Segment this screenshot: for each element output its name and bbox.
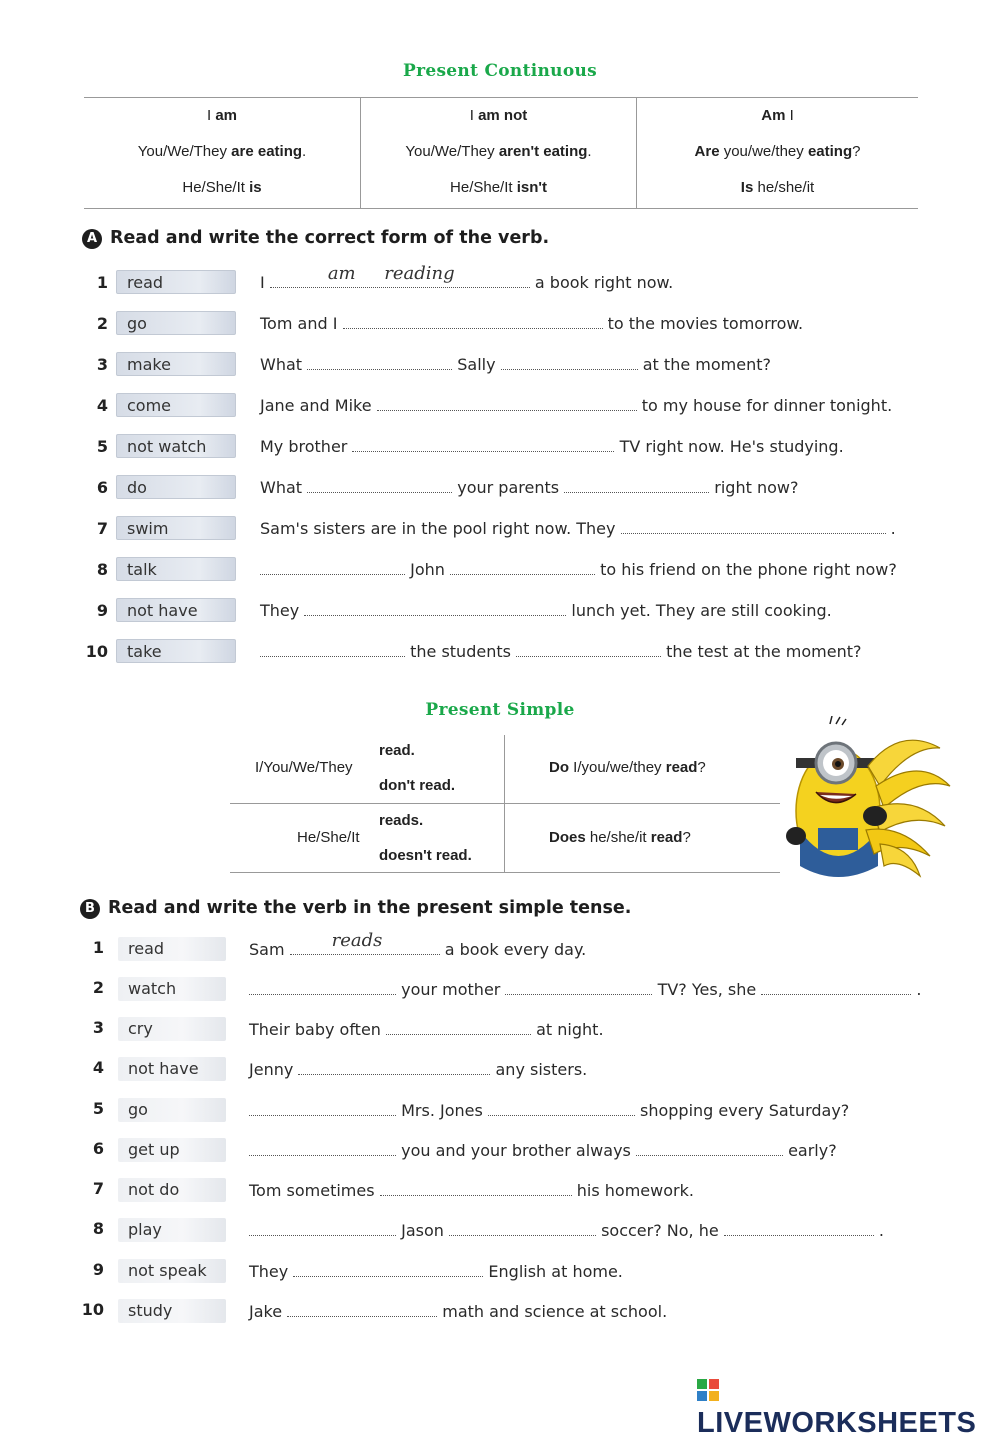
verb-prompt: read	[118, 937, 226, 961]
sentence: What Sally at the moment?	[260, 352, 771, 377]
item-number: 5	[92, 1099, 104, 1118]
sentence: They English at home.	[249, 1259, 623, 1284]
item-number: 10	[85, 642, 108, 661]
sentence: Tom and I to the movies tomorrow.	[260, 311, 803, 336]
exercise-a-row	[0, 639, 1000, 669]
item-number: 1	[92, 938, 104, 957]
item-number: 4	[92, 1058, 104, 1077]
answer-blank[interactable]	[501, 352, 638, 370]
sentence: your mother TV? Yes, she .	[249, 977, 921, 1002]
answer-blank[interactable]	[249, 1218, 396, 1236]
liveworksheets-logo: LIVEWORKSHEETS	[697, 1374, 1000, 1440]
exercise-b-row	[0, 1098, 1000, 1128]
verb-prompt: study	[118, 1299, 226, 1323]
verb-prompt: take	[116, 639, 236, 663]
answer-blank[interactable]	[377, 393, 637, 411]
handwritten-answer: reads	[331, 930, 383, 951]
answer-blank[interactable]	[636, 1138, 783, 1156]
question-column: Am I Are you/we/they eating? Is he/she/it	[694, 107, 861, 196]
exercise-b-row	[0, 977, 1000, 1007]
answer-blank[interactable]	[488, 1098, 635, 1116]
answer-blank[interactable]	[260, 639, 405, 657]
answer-blank[interactable]	[307, 475, 452, 493]
item-number: 10	[81, 1300, 104, 1319]
exercise-a-row	[0, 475, 1000, 505]
sentence: the students the test at the moment?	[260, 639, 862, 664]
verb-prompt: do	[116, 475, 236, 499]
answer-blank[interactable]	[386, 1017, 531, 1035]
sentence: you and your brother always early?	[249, 1138, 837, 1163]
answer-blank[interactable]	[761, 977, 911, 995]
exercise-b-row	[0, 1218, 1000, 1248]
exercise-a-row	[0, 311, 1000, 341]
sentence: Tom sometimes his homework.	[249, 1178, 694, 1203]
exercise-b-row	[0, 1017, 1000, 1047]
sentence: Their baby often at night.	[249, 1017, 604, 1042]
present-continuous-table	[84, 97, 918, 209]
answer-blank[interactable]	[249, 1138, 396, 1156]
answer-blank[interactable]	[298, 1057, 490, 1075]
verb-prompt: read	[116, 270, 236, 294]
sentence: Sam reads a book every day.	[249, 930, 587, 959]
exercise-b-row	[0, 1299, 1000, 1329]
sentence: Jenny any sisters.	[249, 1057, 587, 1082]
item-number: 2	[96, 314, 108, 333]
sentence: Jason soccer? No, he .	[249, 1218, 884, 1243]
item-number: 9	[92, 1260, 104, 1279]
sentence: They lunch yet. They are still cooking.	[260, 598, 832, 623]
verb-prompt: talk	[116, 557, 236, 581]
item-number: 6	[96, 478, 108, 497]
answer-blank[interactable]	[450, 557, 595, 575]
verb-prompt: play	[118, 1218, 226, 1242]
sentence: Jake math and science at school.	[249, 1299, 667, 1324]
answer-blank[interactable]	[449, 1218, 596, 1236]
answer-blank[interactable]	[249, 1098, 396, 1116]
present-simple-title: Present Simple	[425, 700, 575, 720]
item-number: 9	[96, 601, 108, 620]
answer-blank[interactable]	[343, 311, 603, 329]
answer-blank[interactable]	[304, 598, 566, 616]
item-number: 7	[96, 519, 108, 538]
minion-with-bananas-illustration	[780, 716, 955, 886]
sentence: I am reading a book right now.	[260, 263, 674, 292]
section-a-badge: A	[82, 229, 102, 249]
item-number: 1	[96, 273, 108, 292]
answer-blank[interactable]	[505, 977, 652, 995]
exercise-a-row	[0, 598, 1000, 628]
item-number: 2	[92, 978, 104, 997]
item-number: 4	[96, 396, 108, 415]
answer-blank[interactable]	[724, 1218, 874, 1236]
item-number: 3	[96, 355, 108, 374]
section-b-heading: B Read and write the verb in the present simple tense.	[80, 898, 631, 919]
item-number: 8	[96, 560, 108, 579]
exercise-b-row	[0, 1259, 1000, 1289]
handwritten-answer: am reading	[327, 263, 455, 284]
sentence: Jane and Mike to my house for dinner tonight.	[260, 393, 892, 418]
exercise-b-row	[0, 1057, 1000, 1087]
answer-blank[interactable]	[260, 557, 405, 575]
answer-blank[interactable]	[287, 1299, 437, 1317]
answer-blank[interactable]	[290, 930, 440, 955]
answer-blank[interactable]	[516, 639, 661, 657]
verb-prompt: not do	[118, 1178, 226, 1202]
sentence: What your parents right now?	[260, 475, 798, 500]
verb-prompt: cry	[118, 1017, 226, 1041]
verb-prompt: not speak	[118, 1259, 226, 1283]
sentence: Sam's sisters are in the pool right now. They .	[260, 516, 896, 541]
answer-blank[interactable]	[621, 516, 886, 534]
verb-prompt: watch	[118, 977, 226, 1001]
exercise-b-row	[0, 1178, 1000, 1208]
verb-prompt: swim	[116, 516, 236, 540]
exercise-a-row	[0, 434, 1000, 464]
exercise-a-row	[0, 352, 1000, 382]
affirmative-column: I am You/We/They are eating. He/She/It is	[137, 107, 307, 196]
item-number: 7	[92, 1179, 104, 1198]
section-b-badge: B	[80, 899, 100, 919]
sentence: John to his friend on the phone right now?	[260, 557, 897, 582]
verb-prompt: not have	[116, 598, 236, 622]
exercise-a-row	[0, 516, 1000, 546]
exercise-b-row	[0, 1138, 1000, 1168]
verb-prompt: go	[116, 311, 236, 335]
item-number: 3	[92, 1018, 104, 1037]
answer-blank[interactable]	[249, 977, 396, 995]
answer-blank[interactable]	[293, 1259, 483, 1277]
item-number: 6	[92, 1139, 104, 1158]
sentence: My brother TV right now. He's studying.	[260, 434, 844, 459]
sentence: Mrs. Jones shopping every Saturday?	[249, 1098, 849, 1123]
verb-prompt: make	[116, 352, 236, 376]
verb-prompt: come	[116, 393, 236, 417]
exercise-a-row	[0, 393, 1000, 423]
liveworksheets-grid-icon	[697, 1379, 719, 1401]
present-continuous-title: Present Continuous	[402, 61, 597, 81]
answer-blank[interactable]	[352, 434, 614, 452]
exercise-b-row	[0, 930, 1000, 967]
verb-prompt: go	[118, 1098, 226, 1122]
exercise-a-row	[0, 263, 1000, 300]
item-number: 5	[96, 437, 108, 456]
verb-prompt: not have	[118, 1057, 226, 1081]
exercise-a-row	[0, 557, 1000, 587]
verb-prompt: get up	[118, 1138, 226, 1162]
negative-column: I am not You/We/They aren't eating. He/She/It isn't	[405, 107, 592, 196]
verb-prompt: not watch	[116, 434, 236, 458]
answer-blank[interactable]	[380, 1178, 572, 1196]
section-a-heading: A Read and write the correct form of the verb.	[82, 228, 549, 249]
present-simple-table: I/You/We/They read. don't read. Do I/you/we/they read? He/She/It reads. doesn't read. Does he/she/it read?	[230, 735, 780, 873]
item-number: 8	[92, 1219, 104, 1238]
answer-blank[interactable]	[564, 475, 709, 493]
answer-blank[interactable]	[307, 352, 452, 370]
